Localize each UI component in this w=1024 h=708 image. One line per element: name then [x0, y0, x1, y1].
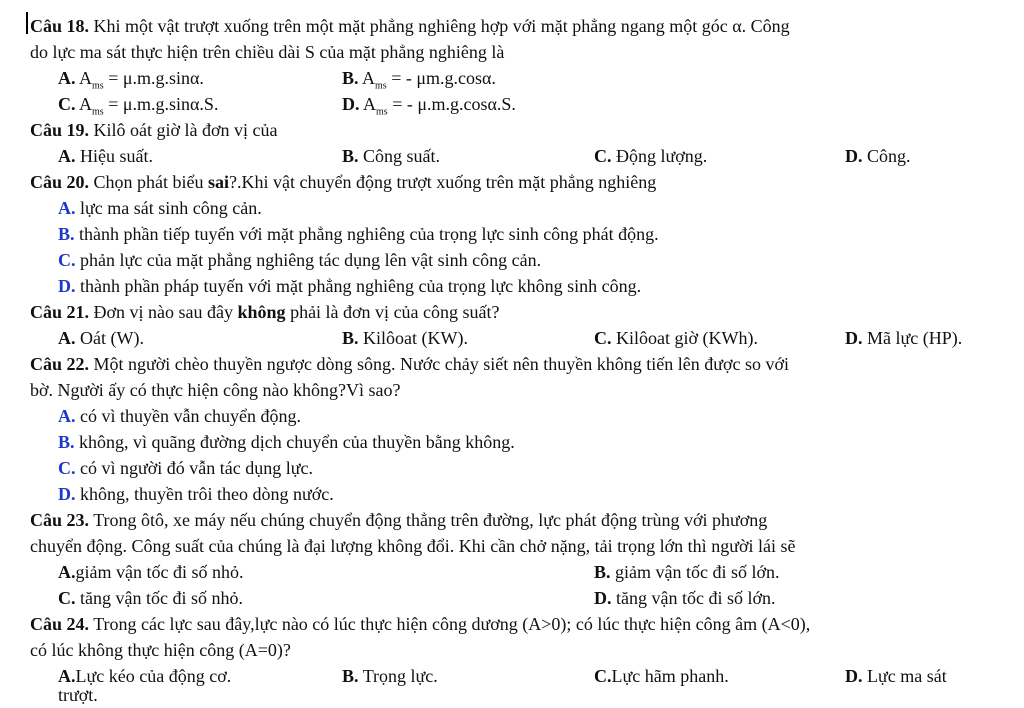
- option-18-d[interactable]: D. $A_{ms}$ = - μ.m.g.cosα.S.: [342, 94, 516, 118]
- question-24-options-row: [0, 663, 1024, 689]
- option-22-a[interactable]: A. có vì thuyền vẫn chuyển động.: [58, 406, 301, 426]
- option-19-a[interactable]: A. Hiệu suất.: [58, 146, 153, 166]
- question-18-stem-line-1: Câu 18. Khi một vật trượt xuống trên một mặt phẳng nghiêng hợp với mặt phẳng ngang một góc α. Công: [30, 16, 790, 36]
- option-21-a[interactable]: A. Oát (W).: [58, 328, 144, 348]
- question-18-options-row-2: [0, 91, 1024, 117]
- option-18-a[interactable]: A. $A_{ms} = \mu.m.g.\sin\alpha$.: [58, 68, 204, 92]
- option-20-b[interactable]: B. thành phần tiếp tuyến với mặt phẳng nghiêng của trọng lực sinh công phát động.: [58, 224, 659, 244]
- question-23-stem-line-1: Câu 23. Trong ôtô, xe máy nếu chúng chuyển động thẳng trên đường, lực phát động trùng với phương: [30, 510, 768, 530]
- question-21-options-row: [0, 325, 1024, 351]
- question-23-stem-line-2: chuyển động. Công suất của chúng là đại lượng không đổi. Khi cần chở nặng, tải trọng lớn thì người lái sẽ: [30, 536, 796, 556]
- option-20-c[interactable]: C. phản lực của mặt phẳng nghiêng tác dụng lên vật sinh công cản.: [58, 250, 542, 270]
- option-23-c[interactable]: C. tăng vận tốc đi số nhỏ.: [58, 588, 243, 608]
- question-22-stem-line-1: Câu 22. Một người chèo thuyền ngược dòng sông. Nước chảy siết nên thuyền không tiến lên được so với: [30, 354, 790, 374]
- question-24-stem-line-1: Câu 24. Trong các lực sau đây,lực nào có lúc thực hiện công dương (A>0); có lúc thực hiện công âm (A<0),: [30, 614, 811, 634]
- option-22-d[interactable]: D. không, thuyền trôi theo dòng nước.: [58, 484, 334, 504]
- question-23-options-row-1: [0, 559, 1024, 585]
- question-22-stem-line-2: bờ. Người ấy có thực hiện công nào không?Vì sao?: [30, 380, 401, 400]
- option-22-c[interactable]: C. có vì người đó vẫn tác dụng lực.: [58, 458, 313, 478]
- option-24-b[interactable]: B. Trọng lực.: [342, 666, 438, 686]
- question-18-options-row-1: [0, 65, 1024, 91]
- option-20-a[interactable]: A. lực ma sát sinh công cản.: [58, 198, 262, 218]
- question-19-stem: Câu 19. Kilô oát giờ là đơn vị của: [30, 120, 278, 140]
- question-23-options-row-2: [0, 585, 1024, 611]
- option-24-c[interactable]: C.Lực hãm phanh.: [594, 666, 729, 686]
- option-24-d[interactable]: D. Lực ma sát: [845, 666, 947, 686]
- option-23-d[interactable]: D. tăng vận tốc đi số lớn.: [594, 588, 776, 608]
- option-24-a-continuation: trượt.: [58, 685, 98, 705]
- option-19-d[interactable]: D. Công.: [845, 146, 911, 166]
- option-21-c[interactable]: C. Kilôoat giờ (KWh).: [594, 328, 758, 348]
- option-19-b[interactable]: B. Công suất.: [342, 146, 441, 166]
- option-23-a[interactable]: A.giảm vận tốc đi số nhỏ.: [58, 562, 244, 582]
- option-21-b[interactable]: B. Kilôoat (KW).: [342, 328, 468, 348]
- question-19-options-row: [0, 143, 1024, 169]
- option-22-b[interactable]: B. không, vì quãng đường dịch chuyển của thuyền bằng không.: [58, 432, 515, 452]
- option-20-d[interactable]: D. thành phần pháp tuyến với mặt phẳng nghiêng của trọng lực không sinh công.: [58, 276, 642, 296]
- option-23-b[interactable]: B. giảm vận tốc đi số lớn.: [594, 562, 780, 582]
- option-19-c[interactable]: C. Động lượng.: [594, 146, 708, 166]
- option-21-d[interactable]: D. Mã lực (HP).: [845, 328, 963, 348]
- option-24-a[interactable]: A.Lực kéo của động cơ.: [58, 666, 232, 686]
- question-21-stem: Câu 21. Đơn vị nào sau đây không phải là đơn vị của công suất?: [30, 302, 500, 322]
- option-18-b[interactable]: B. $A_{ms}$ = - μm.g.cosα.: [342, 68, 496, 92]
- text-cursor: [26, 12, 28, 34]
- question-24-stem-line-2: có lúc không thực hiện công (A=0)?: [30, 640, 291, 660]
- option-18-c[interactable]: C. $A_{ms} = \mu.m.g.\sin\alpha.S$.: [58, 94, 219, 118]
- question-18-stem-line-2: do lực ma sát thực hiện trên chiều dài S của mặt phẳng nghiêng là: [30, 42, 505, 62]
- question-20-stem: Câu 20. Chọn phát biểu sai?.Khi vật chuyển động trượt xuống trên mặt phẳng nghiêng: [30, 172, 657, 192]
